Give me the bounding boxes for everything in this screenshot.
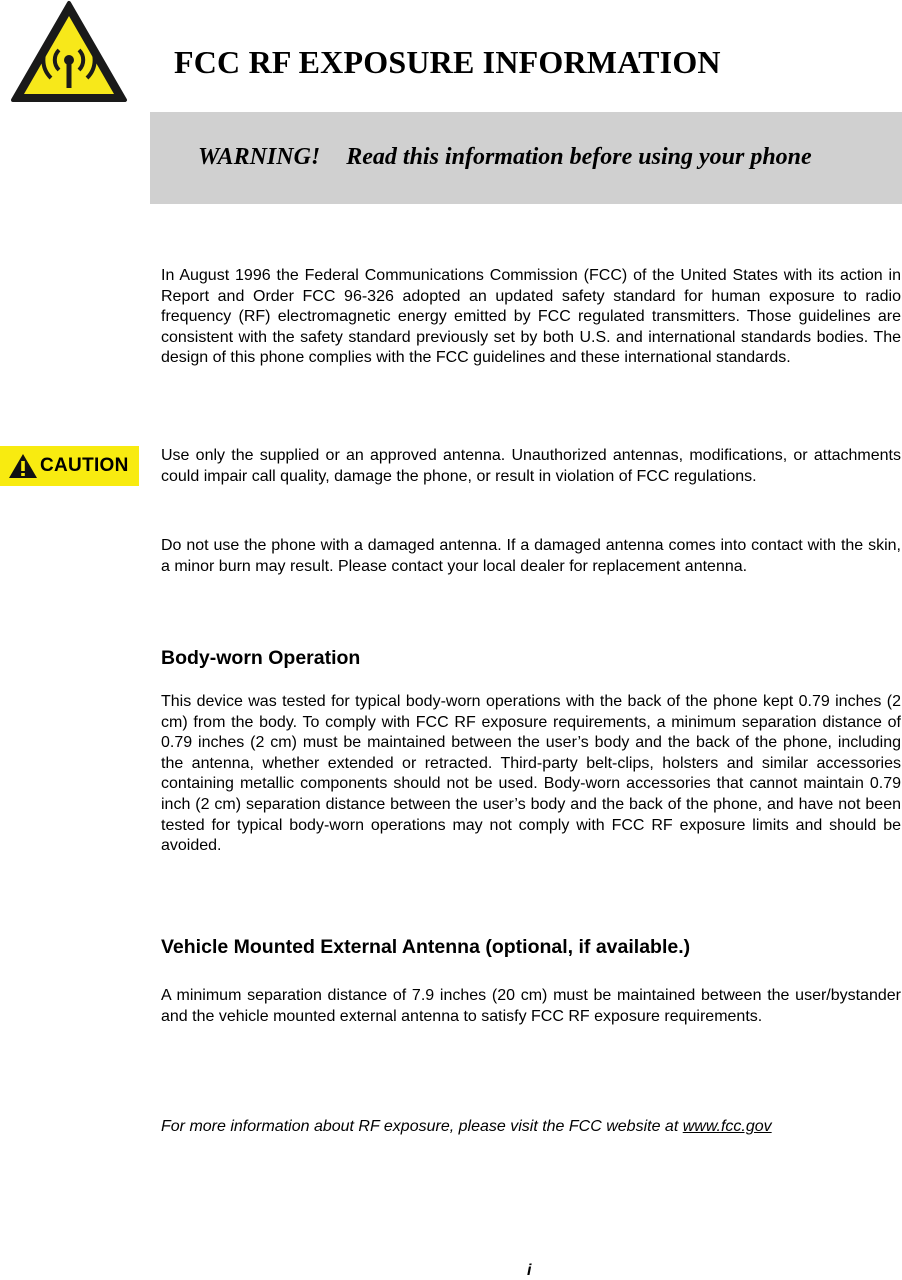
body-worn-heading: Body-worn Operation [161, 647, 361, 669]
warning-banner [150, 112, 902, 204]
caution-badge [0, 446, 139, 486]
caution-label: CAUTION [40, 455, 129, 476]
warning-message: Read this information before using your phone [346, 144, 812, 170]
radio-frequency-warning-icon [10, 0, 128, 104]
exclamation-triangle-icon [8, 453, 38, 479]
footer-note-text: For more information about RF exposure, please visit the FCC website at [161, 1118, 683, 1135]
intro-paragraph: In August 1996 the Federal Communications Commission (FCC) of the United States with its action in Report and Order FCC 96-326 adopted an updated safety standard for human exposure to radio frequency (RF) electromagnetic energy emitted by FCC regulated transmitters. Those guidelines are consistent with the safety standard previously set by both U.S. and international standards bodies. The design of this phone complies with the FCC guidelines and these international standards. [161, 267, 901, 367]
vehicle-paragraph: A minimum separation distance of 7.9 inches (20 cm) must be maintained between the user/bystander and the vehicle mounted external antenna to satisfy FCC RF exposure requirements. [161, 987, 901, 1025]
vehicle-heading: Vehicle Mounted External Antenna (optional, if available.) [161, 936, 691, 958]
page-number: i [527, 1262, 532, 1279]
body-worn-paragraph: This device was tested for typical body-worn operations with the back of the phone kept 0.79 inches (2 cm) from the body. To comply with FCC RF exposure requirements, a minimum separation distance of 0.79 inches (2 cm) must be maintained between the user’s body and the back of the phone, including the antenna, whether extended or retracted. Third-party belt-clips, holsters and similar accessories containing metallic components should not be used. Body-worn accessories that cannot maintain 0.79 inch (2 cm) separation distance between the user’s body and the back of the phone, and have not been tested for typical body-worn operations may not comply with FCC RF exposure limits and should be avoided. [161, 693, 901, 855]
warning-label: WARNING! [198, 144, 321, 170]
antenna-damaged-paragraph: Do not use the phone with a damaged antenna. If a damaged antenna comes into contact with the skin, a minor burn may result. Please contact your local dealer for replacement antenna. [161, 537, 901, 575]
fcc-website-link[interactable]: www.fcc.gov [682, 1118, 772, 1135]
footer-note [161, 1118, 772, 1136]
warning-text [198, 144, 812, 171]
page-title: FCC RF EXPOSURE INFORMATION [174, 44, 721, 80]
antenna-approved-paragraph: Use only the supplied or an approved antenna. Unauthorized antennas, modifications, or attachments could impair call quality, damage the phone, or result in violation of FCC regulations. [161, 447, 901, 485]
